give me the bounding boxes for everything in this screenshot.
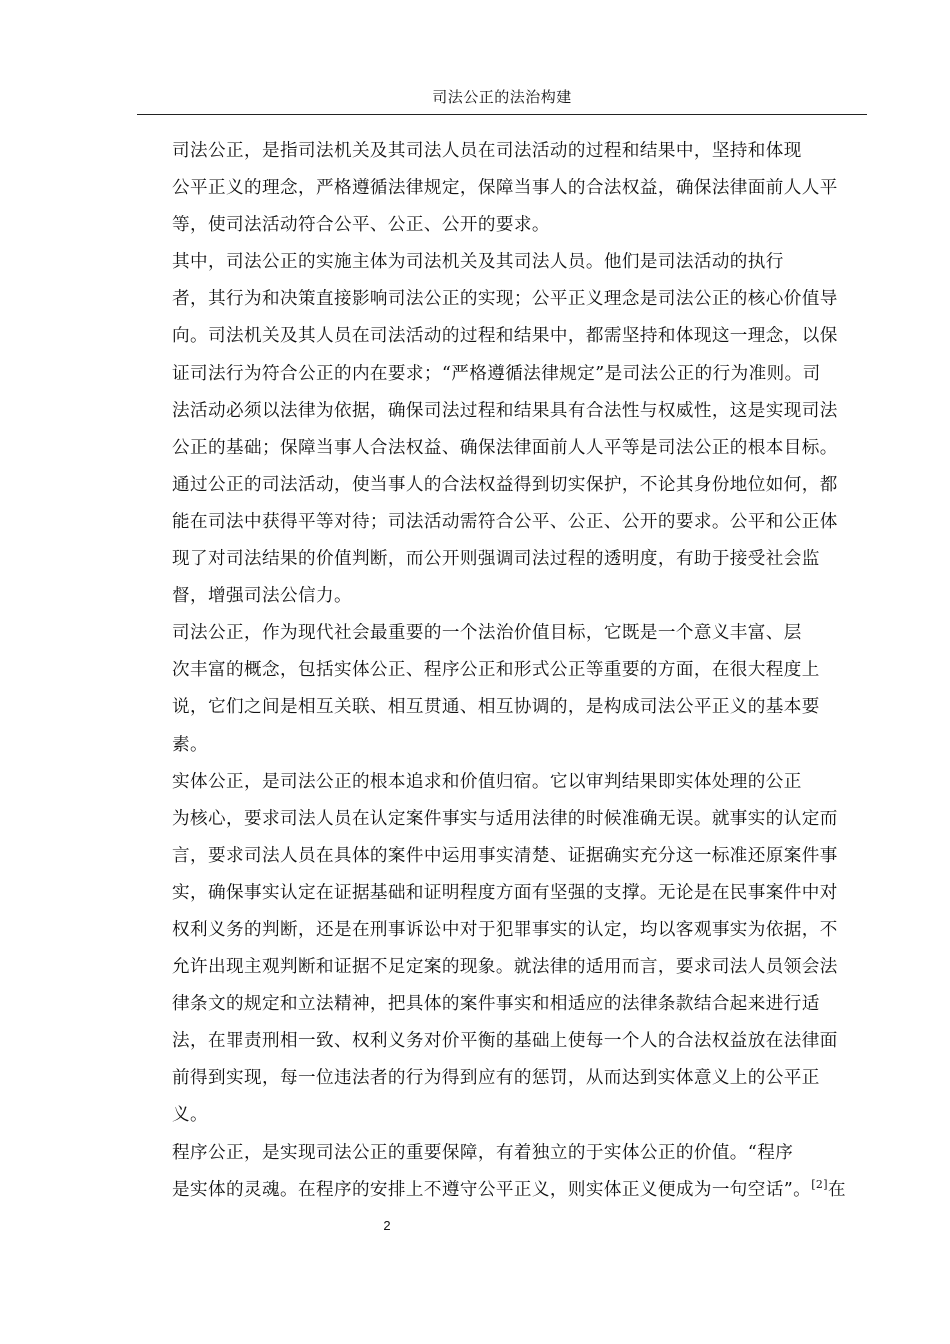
text-line: 实体公正，是司法公正的根本追求和价值归宿。它以审判结果即实体处理的公正 <box>172 771 802 792</box>
text-line: 义。 <box>172 1105 208 1126</box>
text-line: 言，要求司法人员在具体的案件中运用事实清楚、证据确实充分这一标准还原案件事 <box>172 845 838 866</box>
text-line: 律条文的规定和立法精神，把具体的案件事实和相适应的法律条款结合起来进行适 <box>172 994 820 1015</box>
text-line: 程序公正，是实现司法公正的重要保障，有着独立的于实体公正的价值。“程序 <box>172 1142 794 1163</box>
paragraph-3 <box>137 615 861 763</box>
text-line <box>137 1172 861 1209</box>
text-line: 现了对司法结果的价值判断，而公开则强调司法过程的透明度，有助于接受社会监 <box>172 549 820 570</box>
text-line: 法活动必须以法律为依据，确保司法过程和结果具有合法性与权威性，这是实现司法 <box>172 400 838 421</box>
paragraph-1 <box>137 133 861 244</box>
paragraph-2 <box>137 244 861 615</box>
text-line: 次丰富的概念，包括实体公正、程序公正和形式公正等重要的方面，在很大程度上 <box>172 660 820 681</box>
text-line: 者，其行为和决策直接影响司法公正的实现；公平正义理念是司法公正的核心价值导 <box>172 289 838 310</box>
running-header <box>137 84 867 115</box>
text-line-content: 是实体的灵魂。在程序的安排上不遵守公平正义，则实体正义便成为一句空话”。 <box>172 1179 812 1200</box>
text-line: 公正的基础；保障当事人合法权益、确保法律面前人人平等是司法公正的根本目标。 <box>172 437 838 458</box>
text-line: 向。司法机关及其人员在司法活动的过程和结果中，都需坚持和体现这一理念，以保 <box>172 326 838 347</box>
text-line: 法，在罪责刑相一致、权利义务对价平衡的基础上使每一个人的合法权益放在法律面 <box>172 1031 838 1052</box>
text-line: 证司法行为符合公正的内在要求；“严格遵循法律规定”是司法公正的行为准则。司 <box>172 363 821 384</box>
text-line: 督，增强司法公信力。 <box>172 586 352 607</box>
page-number: 2 <box>383 1218 391 1233</box>
paragraph-4 <box>137 764 861 1135</box>
text-line: 司法公正，作为现代社会最重要的一个法治价值目标，它既是一个意义丰富、层 <box>172 623 802 644</box>
text-line: 权利义务的判断，还是在刑事诉讼中对于犯罪事实的认定，均以客观事实为依据，不 <box>172 919 838 940</box>
text-line: 为核心，要求司法人员在认定案件事实与适用法律的时候准确无误。就事实的认定而 <box>172 808 838 829</box>
paragraph-5 <box>137 1135 861 1209</box>
text-line: 其中，司法公正的实施主体为司法机关及其司法人员。他们是司法活动的执行 <box>172 252 784 273</box>
text-line: 前得到实现，每一位违法者的行为得到应有的惩罚，从而达到实体意义上的公平正 <box>172 1068 820 1089</box>
text-line: 通过公正的司法活动，使当事人的合法权益得到切实保护，不论其身份地位如何，都 <box>172 474 838 495</box>
text-line: 素。 <box>172 734 208 755</box>
text-line: 能在司法中获得平等对待；司法活动需符合公平、公正、公开的要求。公平和公正体 <box>172 511 838 532</box>
text-line: 等，使司法活动符合公平、公正、公开的要求。 <box>172 215 550 236</box>
text-line: 司法公正，是指司法机关及其司法人员在司法活动的过程和结果中，坚持和体现 <box>172 141 802 161</box>
citation-reference[interactable]: [2] <box>811 1177 828 1191</box>
text-line-tail: 在 <box>827 1179 846 1200</box>
text-line: 公平正义的理念，严格遵循法律规定，保障当事人的合法权益，确保法律面前人人平 <box>172 178 838 199</box>
header-title: 司法公正的法治构建 <box>432 88 572 106</box>
text-line: 允许出现主观判断和证据不足定案的现象。就法律的适用而言，要求司法人员领会法 <box>172 957 838 978</box>
text-line: 实，确保事实认定在证据基础和证明程度方面有坚强的支撑。无论是在民事案件中对 <box>172 882 838 903</box>
text-line: 说，它们之间是相互关联、相互贯通、相互协调的，是构成司法公平正义的基本要 <box>172 697 820 718</box>
body-text <box>137 133 861 1209</box>
